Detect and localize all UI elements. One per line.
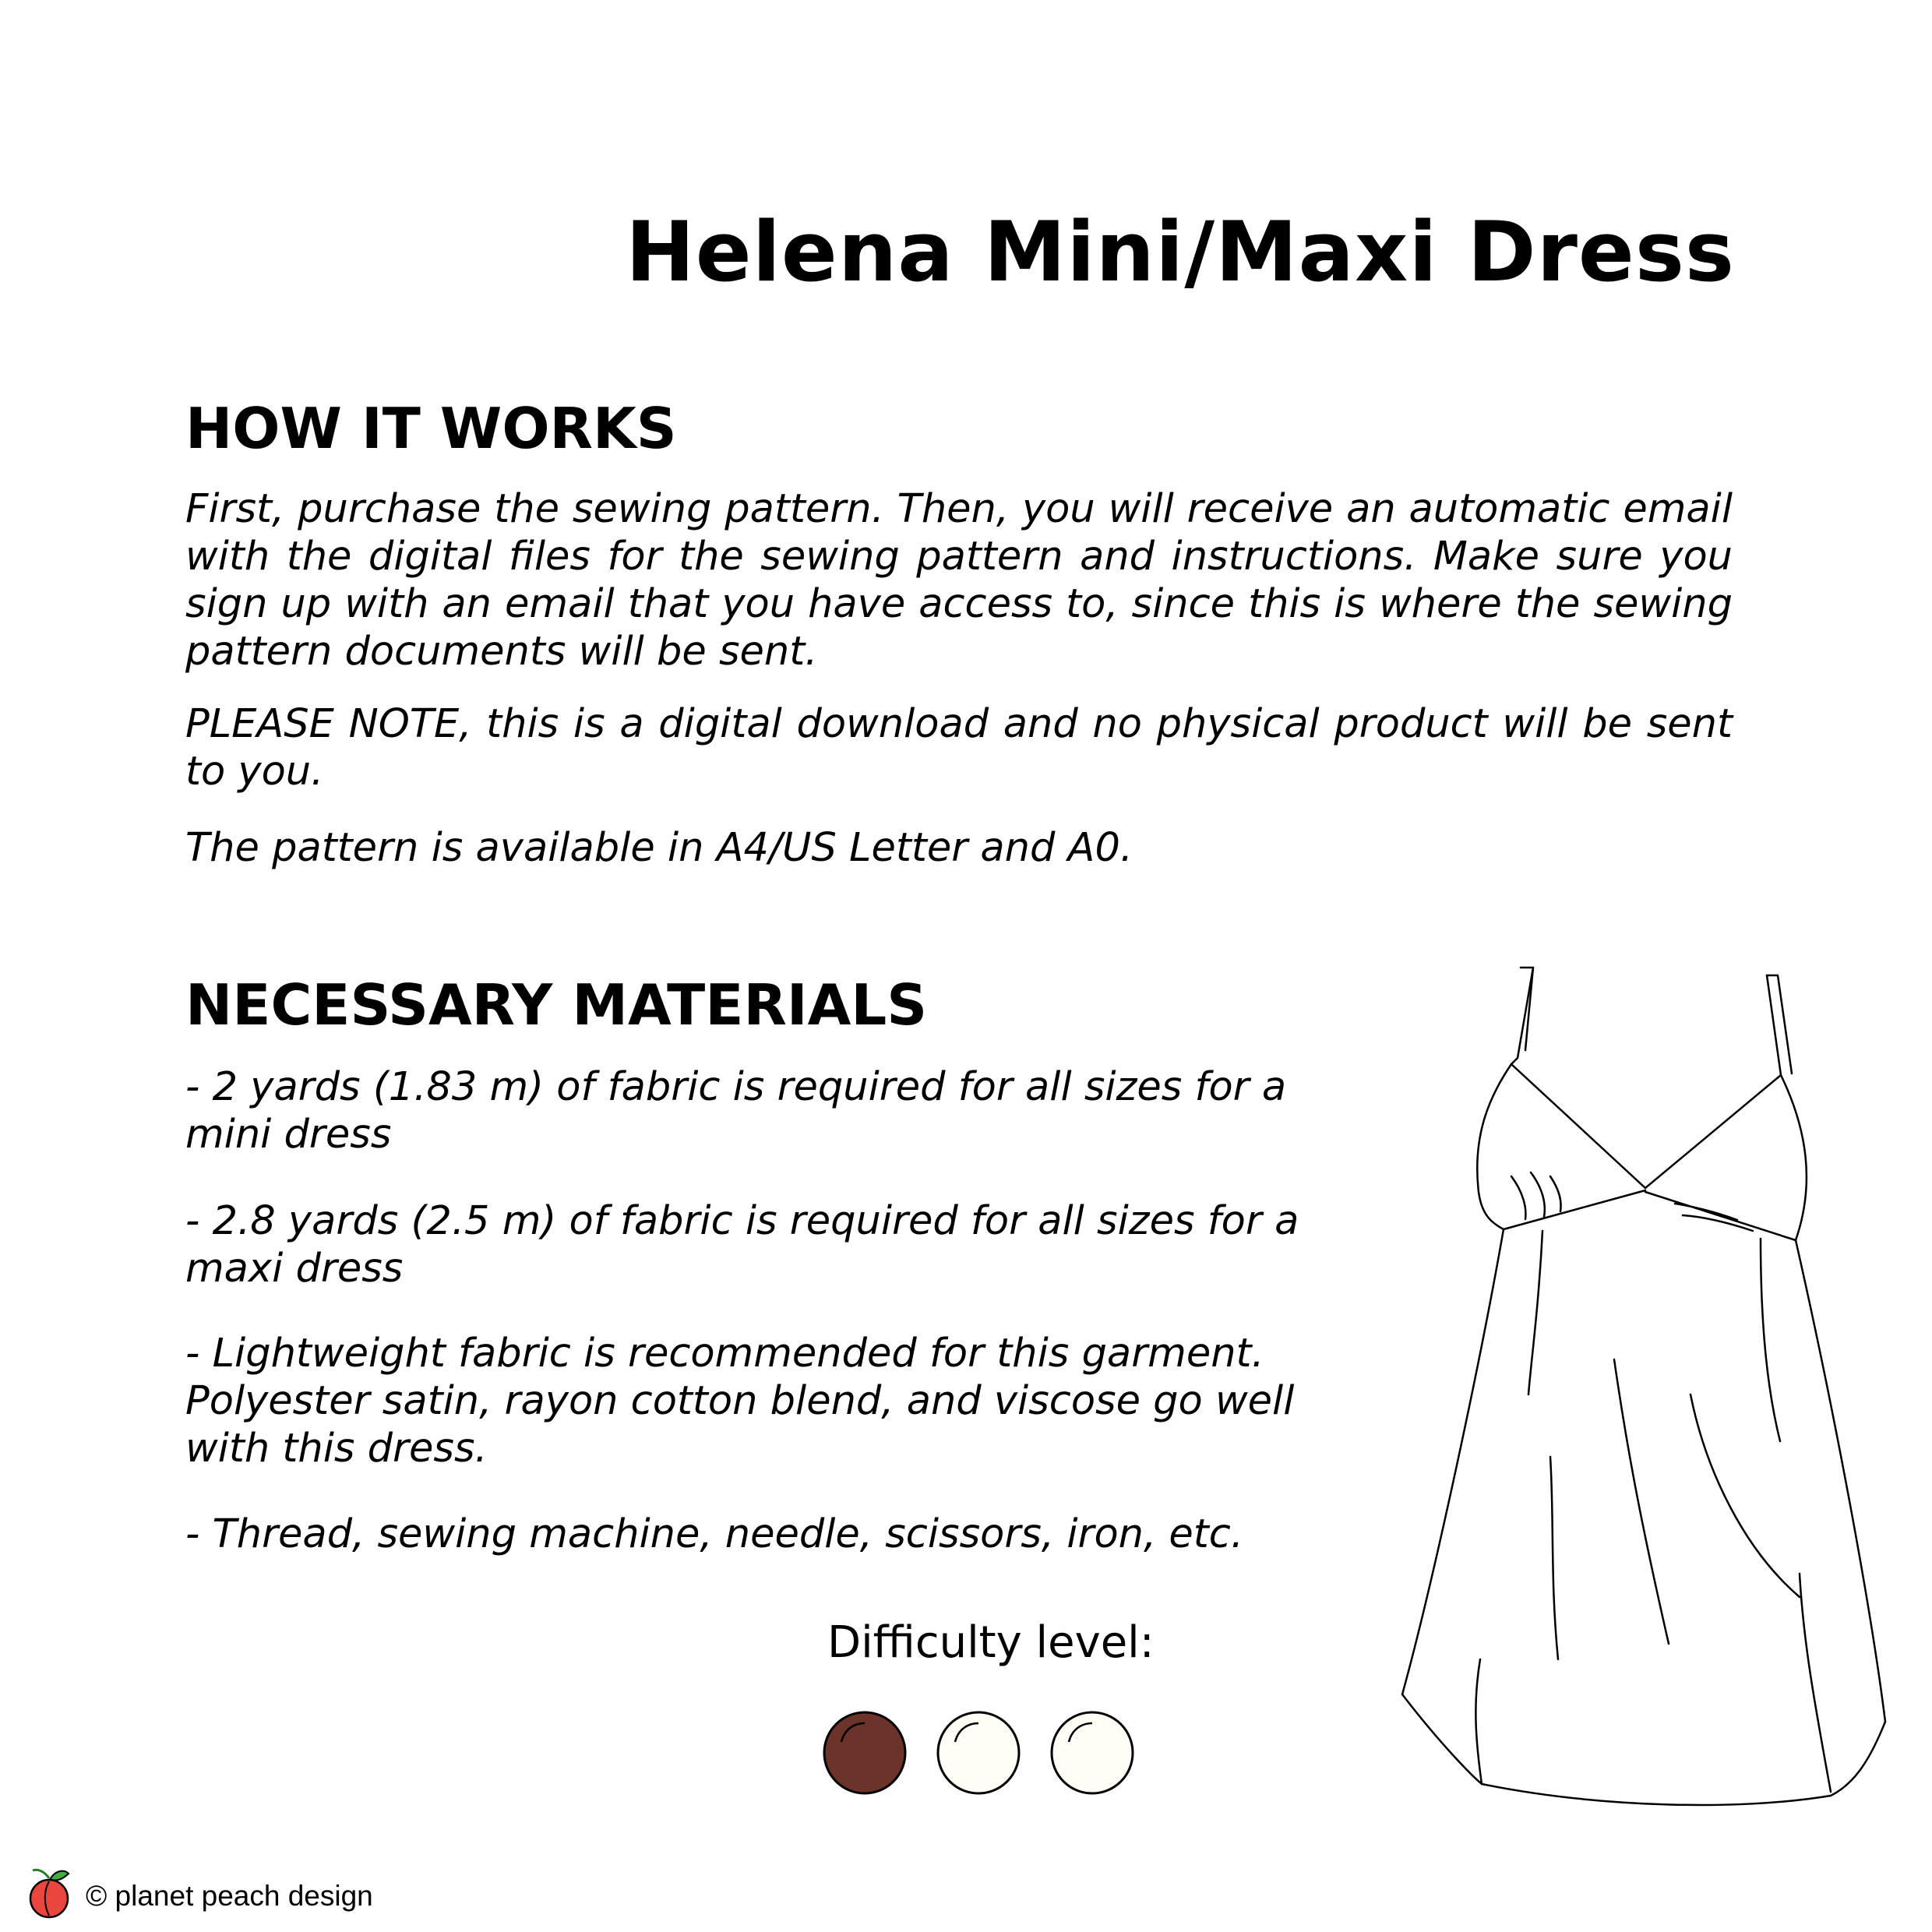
slip-dress-icon: [1394, 958, 1893, 1823]
peach-icon: [23, 1866, 75, 1920]
how-it-works-heading: HOW IT WORKS: [185, 396, 677, 461]
material-item-4: - Thread, sewing machine, needle, scissors, iron, etc.: [185, 1511, 1244, 1557]
difficulty-dot-empty: [1052, 1712, 1133, 1793]
how-it-works-paragraph-1: First, purchase the sewing pattern. Then, you will receive an automatic email with the digital files for the sewing pattern and instructions. Make sure you sign up with an email that you have access to, since this is where the sewing pattern documents will be sent.: [185, 486, 1733, 675]
material-item-2: - 2.8 yards (2.5 m) of fabric is required for all sizes for a maxi dress: [185, 1198, 1299, 1292]
page-title: Helena Mini/Maxi Dress: [625, 204, 1735, 300]
difficulty-label: Difficulty level:: [827, 1617, 1155, 1668]
copyright-text: © planet peach design: [86, 1880, 373, 1912]
material-item-3: - Lightweight fabric is recommended for this garment. Polyester satin, rayon cotton blend, and viscose go well with this dress.: [185, 1331, 1295, 1472]
difficulty-dot-filled: [824, 1712, 905, 1793]
difficulty-rating: [818, 1706, 1145, 1800]
material-item-1: - 2 yards (1.83 m) of fabric is required for all sizes for a mini dress: [185, 1064, 1287, 1158]
necessary-materials-heading: NECESSARY MATERIALS: [185, 972, 928, 1038]
how-it-works-paragraph-3: The pattern is available in A4/US Letter and A0.: [185, 825, 1133, 871]
difficulty-dot-empty: [938, 1712, 1019, 1793]
how-it-works-paragraph-2: PLEASE NOTE, this is a digital download and no physical product will be sent to you.: [185, 701, 1733, 795]
